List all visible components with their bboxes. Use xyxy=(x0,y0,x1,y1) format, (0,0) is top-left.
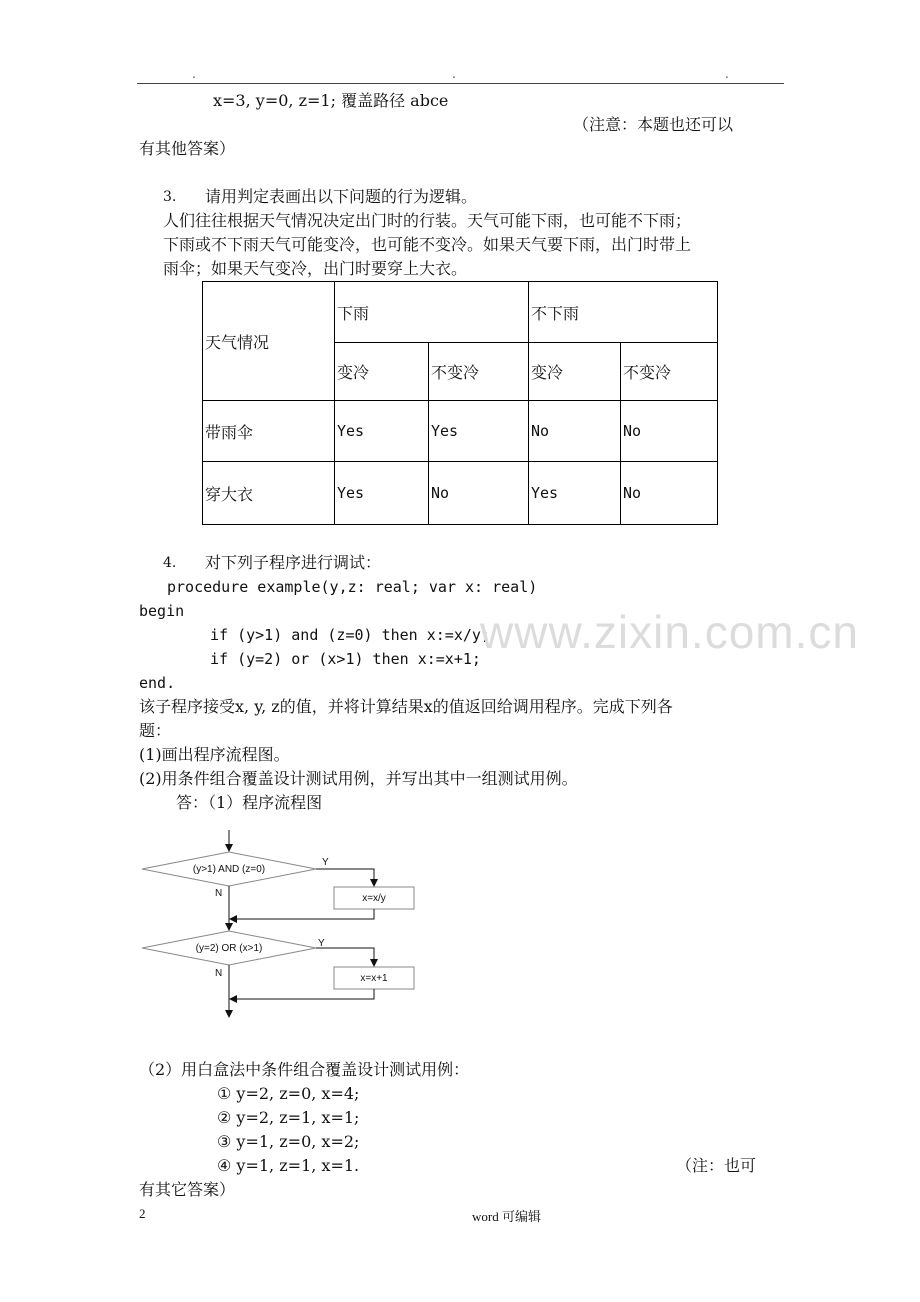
test-case: ② y=2, z=1, x=1; xyxy=(217,1108,360,1127)
q4-item: (1)画出程序流程图。 xyxy=(139,745,290,764)
flow-merge-edge-2 xyxy=(230,989,374,999)
q4-item: (2)用条件组合覆盖设计测试用例，并写出其中一组测试用例。 xyxy=(139,769,578,788)
answer-heading: 答：（1）程序流程图 xyxy=(176,793,323,812)
flow-yes-edge-1 xyxy=(316,869,374,886)
code-line: begin xyxy=(139,602,185,620)
flow-decision-1-label: (y>1) AND (z=0) xyxy=(192,864,266,875)
flow-yes-label: Y xyxy=(322,857,329,868)
flow-yes-label: Y xyxy=(318,938,325,949)
watermark: www.zixin.com.cn xyxy=(480,606,859,658)
flow-yes-edge-2 xyxy=(316,948,374,966)
header-dot: . xyxy=(192,67,196,81)
flow-no-label: N xyxy=(215,888,223,899)
test-case: ③ y=1, z=0, x=2; xyxy=(217,1132,360,1151)
page-number: 2 xyxy=(139,1206,146,1221)
prev-note-start: （注意：本题也还可以 xyxy=(573,115,734,134)
q4-note-start: （注：也可 xyxy=(676,1156,757,1175)
prev-answer-line: x=3, y=0, z=1; 覆盖路径 abce xyxy=(213,91,449,110)
flow-merge-edge-1 xyxy=(230,909,374,919)
q4-desc: 题： xyxy=(139,721,172,740)
q3-body: 下雨或不下雨天气可能变冷，也可能不变冷。如果天气要下雨，出门时带上 xyxy=(163,235,692,254)
q4-desc: 该子程序接受x, y, z的值，并将计算结果x的值返回给调用程序。完成下列各 xyxy=(139,697,673,716)
flow-no-label: N xyxy=(215,968,223,979)
q3-title: 请用判定表画出以下问题的行为逻辑。 xyxy=(205,187,478,206)
table-header-notcold: 不变冷 xyxy=(621,343,718,401)
table-cell: No xyxy=(429,462,529,525)
code-line: if (y>1) and (z=0) then x:=x/y; xyxy=(210,626,490,644)
header-dot: . xyxy=(452,67,456,81)
flow-process-1-label: x=x/y xyxy=(362,893,386,904)
flow-process-2-label: x=x+1 xyxy=(360,973,388,984)
table-cell: Yes xyxy=(335,401,429,462)
decision-table xyxy=(202,281,718,525)
header-dot: . xyxy=(725,67,729,81)
q3-body: 人们往往根据天气情况决定出门时的行装。天气可能下雨，也可能不下雨； xyxy=(163,211,692,230)
table-header-notcold: 不变冷 xyxy=(429,343,529,401)
code-line: end. xyxy=(139,674,176,692)
q4-note-end: 有其它答案） xyxy=(139,1180,236,1199)
flowchart xyxy=(130,825,430,1025)
code-line: if (y=2) or (x>1) then x:=x+1; xyxy=(210,650,481,668)
q4-number: 4. xyxy=(163,555,177,571)
footer-text: word 可编辑 xyxy=(472,1209,541,1224)
q3-body: 雨伞；如果天气变冷，出门时要穿上大衣。 xyxy=(163,259,468,278)
table-cell: Yes xyxy=(335,462,429,525)
test-case: ④ y=1, z=1, x=1. xyxy=(217,1156,360,1175)
part2-heading: （2）用白盒法中条件组合覆盖设计测试用例： xyxy=(139,1060,470,1079)
code-line: procedure example(y,z: real; var x: real) xyxy=(167,578,538,596)
table-header-norain: 不下雨 xyxy=(529,282,718,343)
header-rule xyxy=(137,83,784,84)
table-cell: Yes xyxy=(529,462,621,525)
table-row-label: 穿大衣 xyxy=(203,462,335,525)
table-header-cold: 变冷 xyxy=(529,343,621,401)
table-cell: Yes xyxy=(429,401,529,462)
table-cell: No xyxy=(621,462,718,525)
table-header-cold: 变冷 xyxy=(335,343,429,401)
prev-note-end: 有其他答案） xyxy=(139,139,236,158)
table-cell: No xyxy=(529,401,621,462)
q4-title: 对下列子程序进行调试： xyxy=(205,553,382,572)
q3-number: 3. xyxy=(163,189,177,205)
table-cell: No xyxy=(621,401,718,462)
test-case: ① y=2, z=0, x=4; xyxy=(217,1084,360,1103)
flow-decision-2-label: (y=2) OR (x>1) xyxy=(195,943,263,954)
table-corner-cell: 天气情况 xyxy=(203,282,335,401)
table-row-label: 带雨伞 xyxy=(203,401,335,462)
table-header-rain: 下雨 xyxy=(335,282,529,343)
